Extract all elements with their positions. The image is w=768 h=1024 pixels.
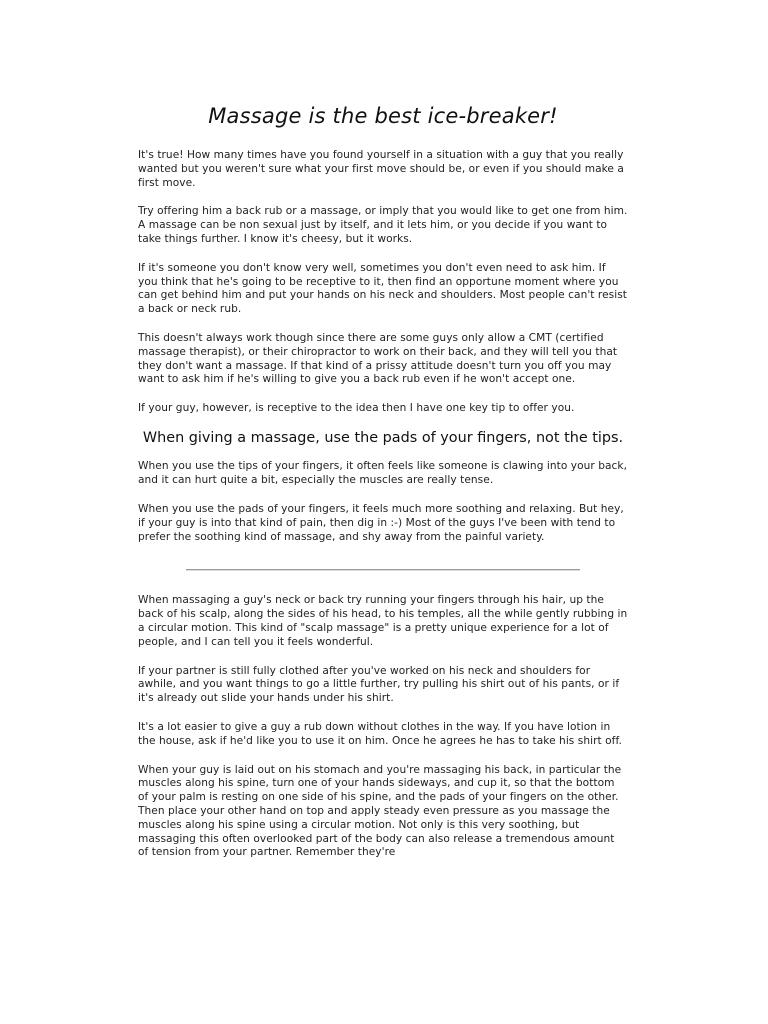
horizontal-divider <box>186 569 580 571</box>
paragraph-fingertips: When you use the tips of your fingers, it often feels like someone is clawing into your back, and it can hurt quite a bit, especially the muscles are really tense. <box>138 460 628 487</box>
paragraph-cmt: This doesn't always work though since there are some guys only allow a CMT (certified massage therapist), or their chiropractor to work on their back, and they will tell you that they don't want a massage. If that kind of a prissy attitude doesn't turn you off you may want to ask him if he's willing to give you a back rub even if he won't accept one. <box>138 331 618 386</box>
paragraph-intro: It's true! How many times have you found yourself in a situation with a guy that you really wanted but you weren't sure what your first move should be, or even if you should make a first move. <box>138 149 624 189</box>
paragraph-spine-massage: When your guy is laid out on his stomach and you're massaging his back, in particular the muscles along his spine, turn one of your hands sideways, and cup it, so that the bottom of your palm is resting on one side of his spine, and the pads of your fingers on the other. Then place your other hand on top and apply steady even pressure as you massage the muscles along his spine using a circular motion. Not only is this very soothing, but massaging this often overlooked part of the body can also release a tremendous amount of tension from your partner. Remember they're <box>138 763 622 859</box>
paragraph-scalp-massage: When massaging a guy's neck or back try running your fingers through his hair, up the back of his scalp, along the sides of his head, to his temples, all the while gently rubbing in a circular motion. This kind of "scalp massage" is a pretty unique experience for a lot of people, and I can tell you it feels wonderful. <box>138 594 628 648</box>
paragraph-offer-back-rub: Try offering him a back rub or a massage, or imply that you would like to get one from him. A massage can be non sexual just by itself, and it lets him, or you decide if you want to take things further. I know it's cheesy, but it works. <box>138 205 628 245</box>
document-page <box>138 100 628 860</box>
paragraph-lotion: It's a lot easier to give a guy a rub down without clothes in the way. If you have lotion in the house, ask if he'd like you to use it on him. Once he agrees he has to take his shirt off. <box>138 721 622 747</box>
section-subheading: When giving a massage, use the pads of your fingers, not the tips. <box>142 429 624 446</box>
paragraph-finger-pads: When you use the pads of your fingers, it feels much more soothing and relaxing. But hey, if your guy is into that kind of pain, then dig in :-) Most of the guys I've been with tend to prefer the soothing kind of massage, and shy away from the painful variety. <box>138 503 624 543</box>
page-title: Massage is the best ice-breaker! <box>208 104 558 128</box>
paragraph-clothed-partner: If your partner is still fully clothed after you've worked on his neck and shoulders for awhile, and you want things to go a little further, try pulling his shirt out of his pants, or if it's already out slide your hands under his shirt. <box>138 664 620 705</box>
paragraph-key-tip: If your guy, however, is receptive to the idea then I have one key tip to offer you. <box>138 402 575 415</box>
paragraph-stranger: If it's someone you don't know very well, sometimes you don't even need to ask him. If you think that he's going to be receptive to it, then find an opportune moment where you can get behind him and put your hands on his neck and shoulders. Most people can't resist a back or neck rub. <box>138 261 628 316</box>
